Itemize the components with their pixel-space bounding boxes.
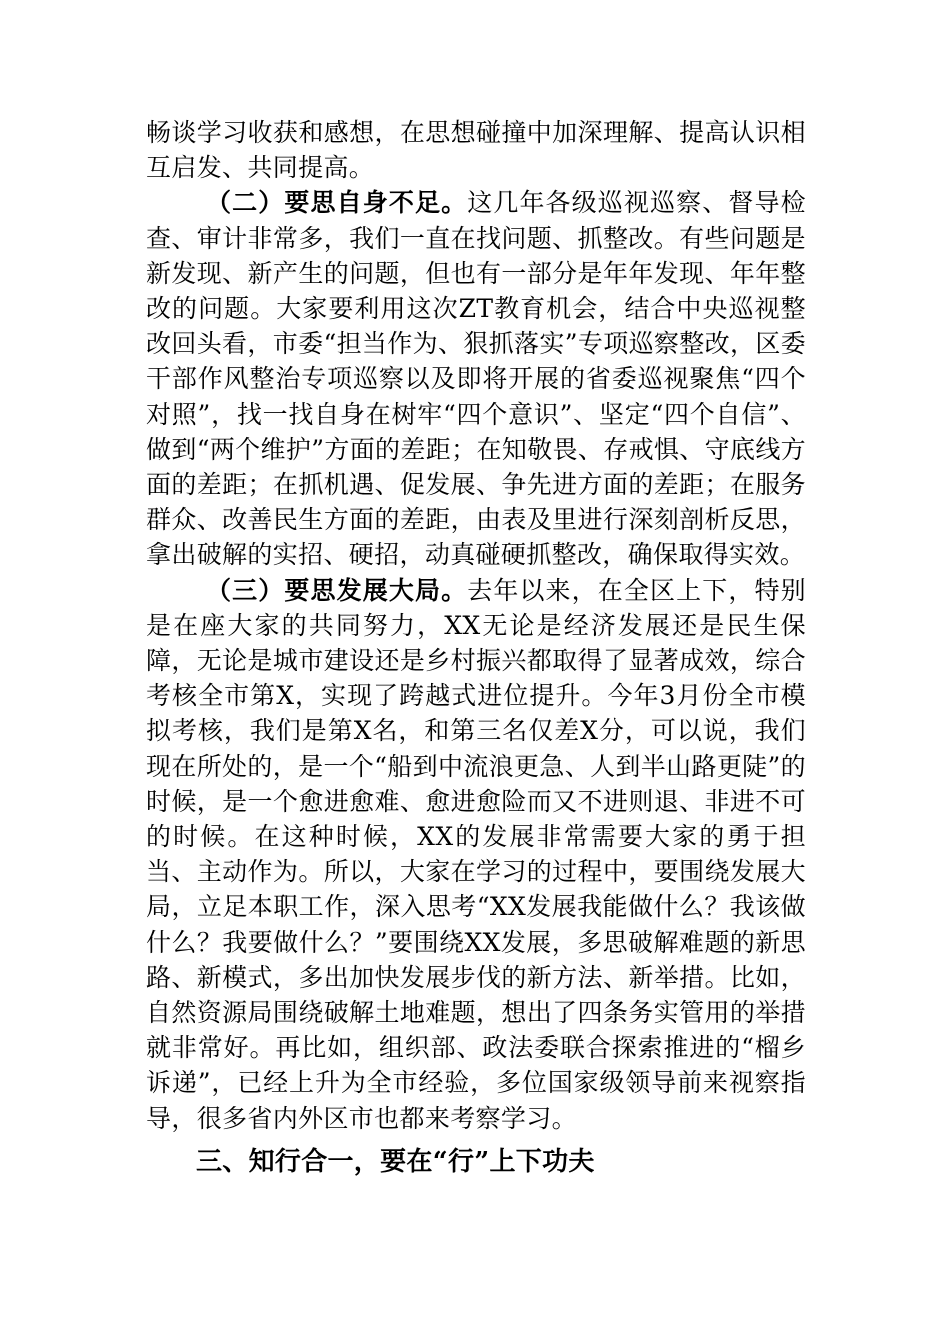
paragraph-body-2: 这几年各级巡视巡察、督导检查、审计非常多，我们一直在找问题、抓整改。有些问题是新发现、新产生的问题，但也有一部分是年年发现、年年整改的问题。大家要利用这次ZT教育机会，结合中央巡视整改回头看，市委“担当作为、狠抓落实”专项巡察整改，区委干部作风整治专项巡察以及即将开展的省委巡视聚焦“四个对照”，找一找自身在树牢“四个意识”、坚定“四个自信”、做到“两个维护”方面的差距；在知敬畏、存戒惧、守底线方面的差距；在抓机遇、促发展、争先进方面的差距；在服务群众、改善民生方面的差距，由表及里进行深刻剖析反思，拿出破解的实招、硬招，动真碰硬抓整改，确保取得实效。: [146, 188, 807, 570]
document-page: [146, 115, 806, 1183]
paragraph-continuation: 畅谈学习收获和感想，在思想碰撞中加深理解、提高认识相互启发、共同提高。: [146, 118, 806, 183]
paragraph-body-3: 去年以来，在全区上下，特别是在座大家的共同努力，XX无论是经济发展还是民生保障，无论是城市建设还是乡村振兴都取得了显著成效，综合考核全市第X，实现了跨越式进位提升。今年3月份全市模拟考核，我们是第X名，和第三名仅差X分，可以说，我们现在所处的，是一个“船到中流浪更急、人到半山路更陡”的时候，是一个愈进愈难、愈进愈险而又不进则退、非进不可的时候。在这种时候，XX的发展非常需要大家的勇于担当、主动作为。所以，大家在学习的过程中，要围绕发展大局，立足本职工作，深入思考“XX发展我能做什么？我该做什么？我要做什么？”要围绕XX发展，多思破解难题的新思路、新模式，多出加快发展步伐的新方法、新举措。比如，自然资源局围绕破解土地难题，想出了四条务实管用的举措就非常好。再比如，组织部、政法委联合探索推进的“榴乡诉递”，已经上升为全市经验，多位国家级领导前来视察指导，很多省内外区市也都来考察学习。: [146, 575, 807, 1133]
paragraph-development-overall: [146, 573, 806, 1136]
paragraph-self-shortcomings: [146, 185, 806, 572]
paragraph-lead-3: （三）要思发展大局。: [206, 575, 468, 605]
paragraph-lead-2: （二）要思自身不足。: [206, 188, 468, 218]
section-heading-3: 三、知行合一，要在“行”上下功夫: [196, 1146, 595, 1177]
